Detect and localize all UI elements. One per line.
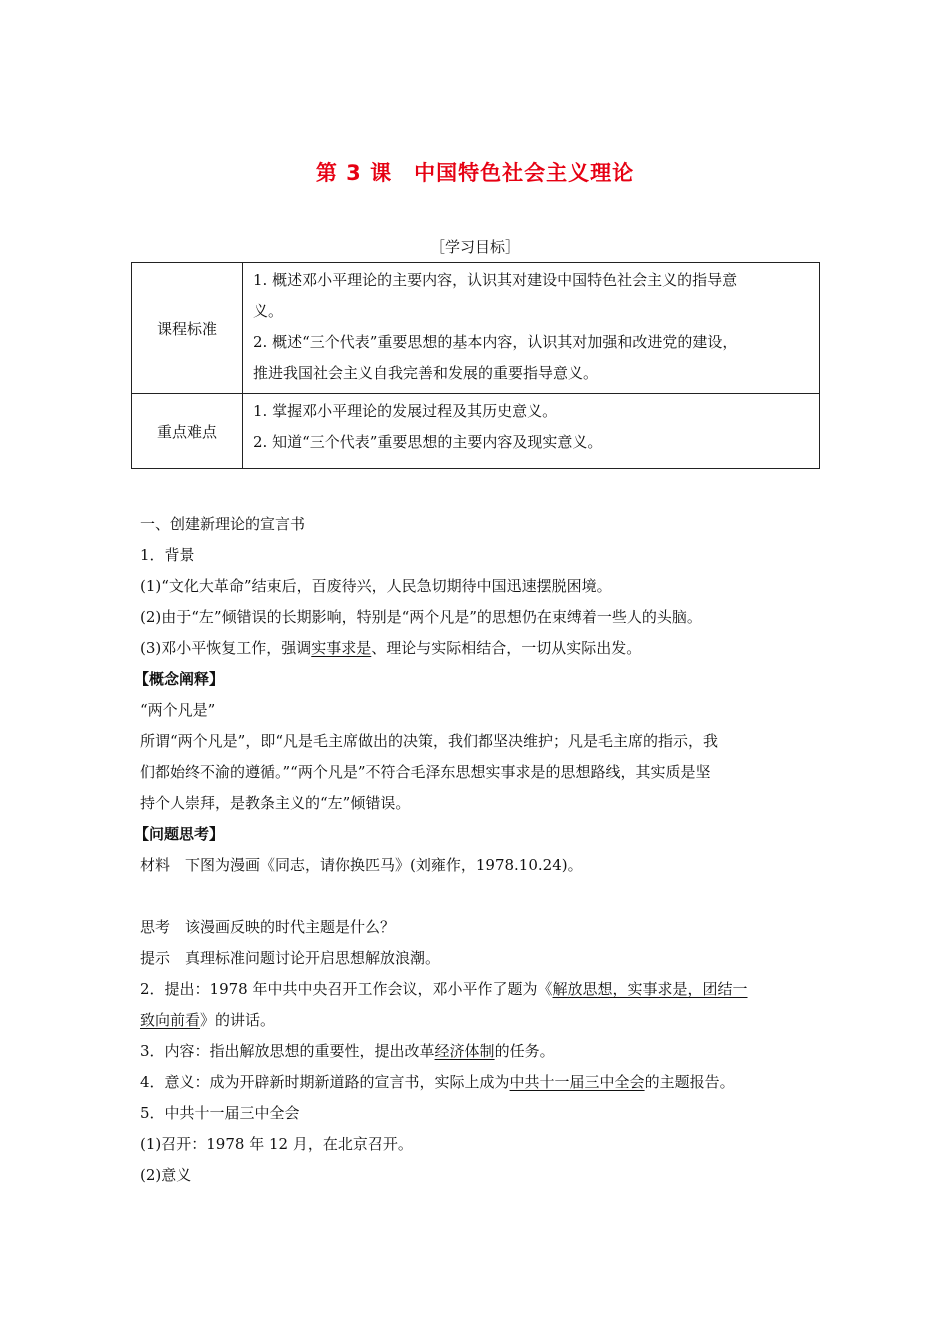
- goal-line: 2. 知道“三个代表”重要思想的主要内容及现实意义。: [253, 433, 603, 451]
- learning-goals-table: [131, 262, 820, 469]
- paragraph: [140, 1036, 812, 1067]
- think-text: 思考 该漫画反映的时代主题是什么？: [140, 918, 396, 936]
- row-header-curriculum: 课程标准: [132, 263, 243, 394]
- underlined-term: 中共十一届三中全会: [509, 1073, 645, 1091]
- underlined-term: 致向前看: [140, 1011, 201, 1029]
- text-run: 的主题报告。: [644, 1073, 735, 1091]
- text-run: 》的讲话。: [200, 1011, 276, 1029]
- goal-line: 义。: [253, 302, 284, 320]
- paragraph: [140, 633, 812, 664]
- text-run: 4．意义：成为开辟新时期新道路的宣言书，实际上成为: [140, 1073, 510, 1091]
- paragraph: (1)召开：1978 年 12 月，在北京召开。: [140, 1135, 413, 1153]
- hint-text: 提示 真理标准问题讨论开启思想解放浪潮。: [140, 949, 441, 967]
- row-header-key-points: 重点难点: [132, 394, 243, 469]
- concept-label: 【概念阐释】: [134, 670, 225, 688]
- text-run: 、理论与实际相结合，一切从实际出发。: [371, 639, 642, 657]
- paragraph: [140, 1005, 812, 1036]
- subheading: 5．中共十一届三中全会: [140, 1104, 300, 1122]
- text-run: (3)邓小平恢复工作，强调: [140, 639, 312, 657]
- paragraph: 所谓“两个凡是”，即“凡是毛主席做出的决策，我们都坚决维护；凡是毛主席的指示，我: [140, 732, 719, 750]
- underlined-term: 解放思想，实事求是，团结一: [552, 980, 748, 998]
- paragraph: [140, 974, 812, 1005]
- subheading-background: 1．背景: [140, 546, 195, 564]
- underlined-term: 经济体制: [434, 1042, 495, 1060]
- paragraph: 们都始终不渝的遵循。”“两个凡是”不符合毛泽东思想实事求是的思想路线，其实质是坚: [140, 763, 711, 781]
- material-text: 材料 下图为漫画《同志，请你换匹马》(刘雍作，1978.10.24)。: [140, 856, 583, 874]
- paragraph: 持个人崇拜，是教条主义的“左”倾错误。: [140, 794, 411, 812]
- row-body-curriculum: [243, 263, 820, 394]
- paragraph: (2)由于“左”倾错误的长期影响，特别是“两个凡是”的思想仍在束缚着一些人的头脑。: [140, 608, 702, 626]
- paragraph: [140, 1067, 812, 1098]
- text-run: 2．提出：1978 年中共中央召开工作会议，邓小平作了题为《: [140, 980, 553, 998]
- table-row: [132, 263, 820, 394]
- goals-caption: ［学习目标］: [429, 238, 520, 256]
- question-label: 【问题思考】: [134, 825, 225, 843]
- row-body-key-points: [243, 394, 820, 469]
- goal-line: 推进我国社会主义自我完善和发展的重要指导意义。: [253, 364, 599, 382]
- paragraph: (1)“文化大革命”结束后，百废待兴，人民急切期待中国迅速摆脱困境。: [140, 577, 612, 595]
- section-heading: 一、创建新理论的宣言书: [140, 515, 306, 533]
- page-title: 第 3 课 中国特色社会主义理论: [315, 161, 635, 185]
- table-row: [132, 394, 820, 469]
- text-run: 3．内容：指出解放思想的重要性，提出改革: [140, 1042, 435, 1060]
- section-body: [134, 509, 812, 1191]
- text-run: 的任务。: [494, 1042, 555, 1060]
- concept-term: “两个凡是”: [140, 701, 216, 719]
- goal-line: 2. 概述“三个代表”重要思想的基本内容，认识其对加强和改进党的建设，: [253, 333, 738, 351]
- paragraph: (2)意义: [140, 1166, 192, 1184]
- underlined-term: 实事求是: [311, 639, 372, 657]
- goal-line: 1. 概述邓小平理论的主要内容，认识其对建设中国特色社会主义的指导意: [253, 271, 738, 289]
- goal-line: 1. 掌握邓小平理论的发展过程及其历史意义。: [253, 402, 558, 420]
